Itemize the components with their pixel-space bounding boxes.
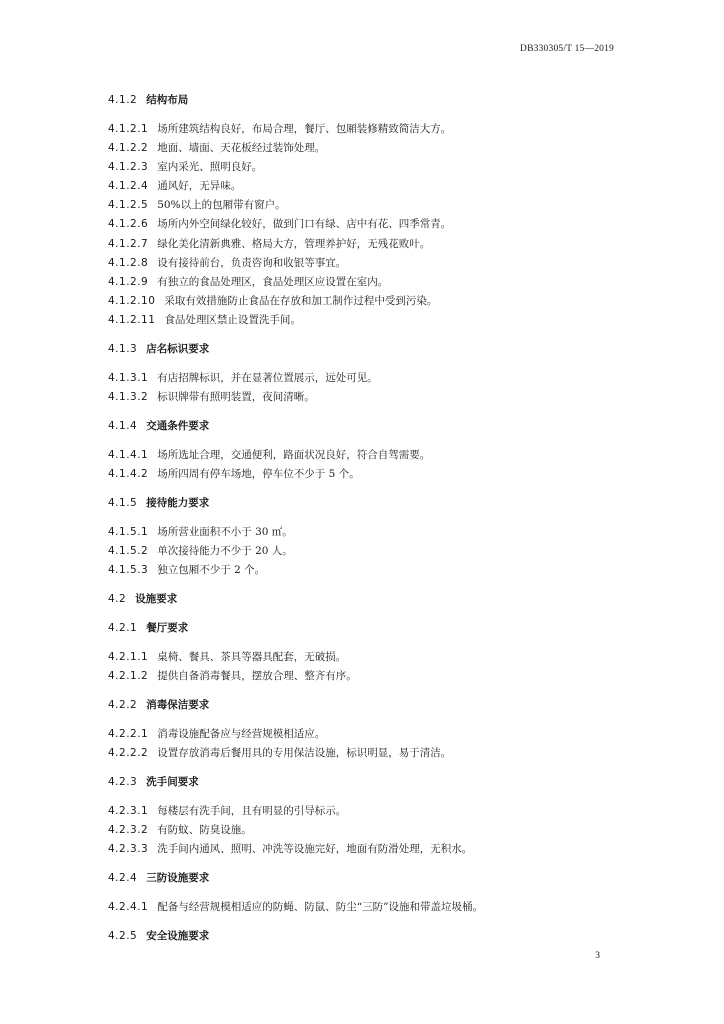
clause-item [108, 746, 624, 760]
clause-text: 场所营业面积不小于 30 ㎡。 [157, 526, 293, 538]
clause-number: 4.2.3.1 [108, 805, 149, 817]
section-heading [108, 419, 624, 433]
clause-item [108, 313, 624, 327]
clause-number: 4.1.5.2 [108, 545, 149, 557]
heading-text: 安全设施要求 [146, 930, 210, 942]
clause-item [108, 727, 624, 741]
clause-number: 4.1.2.6 [108, 218, 149, 230]
heading-text: 结构布局 [146, 94, 189, 106]
clause-text: 绿化美化清新典雅、格局大方，管理养护好，无残花败叶。 [157, 238, 431, 250]
clause-item [108, 842, 624, 856]
clause-number: 4.2.2 [108, 699, 138, 711]
clause-text: 设有接待前台，负责咨询和收银等事宜。 [157, 257, 347, 269]
clause-item [108, 179, 624, 193]
clause-text: 场所四周有停车场地，停车位不少于 5 个。 [157, 468, 360, 480]
clause-text: 独立包厢不少于 2 个。 [157, 564, 266, 576]
clause-text: 洗手间内通风、照明、冲洗等设施完好，地面有防滑处理，无积水。 [157, 843, 473, 855]
clause-item [108, 650, 624, 664]
heading-text: 三防设施要求 [146, 872, 210, 884]
section-heading [108, 496, 624, 510]
clause-item [108, 217, 624, 231]
clause-item [108, 448, 624, 462]
clause-number: 4.1.5.3 [108, 564, 149, 576]
clause-text: 地面、墙面、天花板经过装饰处理。 [157, 142, 326, 154]
clause-number: 4.1.2 [108, 94, 138, 106]
clause-item [108, 275, 624, 289]
clause-number: 4.1.2.11 [108, 314, 156, 326]
clause-text: 桌椅、餐具、茶具等器具配套，无破损。 [157, 651, 347, 663]
clause-number: 4.1.3 [108, 343, 138, 355]
page-header-doc-code: DB330305/T 15—2019 [520, 44, 614, 54]
clause-item [108, 237, 624, 251]
clause-number: 4.2.1.2 [108, 670, 149, 682]
clause-number: 4.1.2.2 [108, 142, 149, 154]
clause-text: 通风好，无异味。 [157, 180, 242, 192]
clause-item [108, 390, 624, 404]
clause-item [108, 371, 624, 385]
clause-text: 场所选址合理，交通便利，路面状况良好，符合自驾需要。 [157, 449, 431, 461]
clause-item [108, 122, 624, 136]
clause-item [108, 467, 624, 481]
clause-number: 4.1.2.8 [108, 257, 149, 269]
section-heading [108, 342, 624, 356]
clause-number: 4.2.4 [108, 872, 138, 884]
clause-number: 4.2 [108, 593, 127, 605]
clause-number: 4.2.3 [108, 776, 138, 788]
section-heading [108, 592, 624, 606]
clause-text: 室内采光、照明良好。 [157, 161, 263, 173]
clause-item [108, 294, 624, 308]
section-heading [108, 698, 624, 712]
clause-number: 4.2.2.2 [108, 747, 149, 759]
section-heading [108, 93, 624, 107]
clause-number: 4.1.2.3 [108, 161, 149, 173]
clause-item [108, 823, 624, 837]
clause-text: 标识牌带有照明装置，夜间清晰。 [157, 391, 315, 403]
clause-item [108, 804, 624, 818]
clause-text: 场所内外空间绿化较好，做到门口有绿、店中有花、四季常青。 [157, 218, 452, 230]
clause-item [108, 141, 624, 155]
heading-text: 店名标识要求 [146, 343, 210, 355]
clause-number: 4.1.5 [108, 497, 138, 509]
clause-text: 设置存放消毒后餐用具的专用保洁设施，标识明显，易于清洁。 [157, 747, 452, 759]
clause-number: 4.2.4.1 [108, 901, 149, 913]
clause-number: 4.1.4.1 [108, 449, 149, 461]
heading-text: 接待能力要求 [146, 497, 210, 509]
clause-item [108, 544, 624, 558]
clause-item [108, 160, 624, 174]
clause-number: 4.1.5.1 [108, 526, 149, 538]
clause-text: 有独立的食品处理区，食品处理区应设置在室内。 [157, 276, 389, 288]
clause-number: 4.1.3.2 [108, 391, 149, 403]
section-heading [108, 929, 624, 943]
section-heading [108, 871, 624, 885]
heading-text: 交通条件要求 [146, 420, 210, 432]
clause-number: 4.2.3.2 [108, 824, 149, 836]
clause-text: 每楼层有洗手间，且有明显的引导标示。 [157, 805, 347, 817]
clause-number: 4.1.4.2 [108, 468, 149, 480]
clause-text: 单次接待能力不少于 20 人。 [157, 545, 293, 557]
clause-text: 食品处理区禁止设置洗手间。 [164, 314, 301, 326]
clause-number: 4.1.4 [108, 420, 138, 432]
clause-text: 配备与经营规模相适应的防蝇、防鼠、防尘“三防”设施和带盖垃圾桶。 [157, 901, 483, 913]
clause-number: 4.1.2.10 [108, 295, 156, 307]
clause-text: 提供自备消毒餐具，摆放合理、整齐有序。 [157, 670, 357, 682]
clause-item [108, 563, 624, 577]
clause-item [108, 525, 624, 539]
clause-text: 采取有效措施防止食品在存放和加工制作过程中受到污染。 [164, 295, 438, 307]
clause-text: 消毒设施配备应与经营规模相适应。 [157, 728, 326, 740]
heading-text: 消毒保洁要求 [146, 699, 210, 711]
clause-text: 场所建筑结构良好，布局合理，餐厅、包厢装修精致简洁大方。 [157, 123, 452, 135]
heading-text: 餐厅要求 [146, 622, 189, 634]
clause-number: 4.1.3.1 [108, 372, 149, 384]
clause-number: 4.2.1.1 [108, 651, 149, 663]
section-heading [108, 775, 624, 789]
clause-number: 4.2.2.1 [108, 728, 149, 740]
clause-number: 4.1.2.4 [108, 180, 149, 192]
clause-text: 有防蚊、防臭设施。 [157, 824, 252, 836]
clause-text: 50%以上的包厢带有窗户。 [157, 199, 286, 211]
clause-number: 4.2.5 [108, 930, 138, 942]
clause-number: 4.2.1 [108, 622, 138, 634]
clause-number: 4.1.2.1 [108, 123, 149, 135]
clause-number: 4.1.2.9 [108, 276, 149, 288]
clause-item [108, 198, 624, 212]
heading-text: 设施要求 [135, 593, 178, 605]
clause-item [108, 256, 624, 270]
clause-number: 4.1.2.7 [108, 238, 149, 250]
page-number: 3 [595, 951, 600, 961]
heading-text: 洗手间要求 [146, 776, 199, 788]
clause-item [108, 900, 624, 914]
clause-number: 4.2.3.3 [108, 843, 149, 855]
section-heading [108, 621, 624, 635]
clause-item [108, 669, 624, 683]
clause-number: 4.1.2.5 [108, 199, 149, 211]
clause-text: 有店招牌标识，并在显著位置展示，远处可见。 [157, 372, 378, 384]
